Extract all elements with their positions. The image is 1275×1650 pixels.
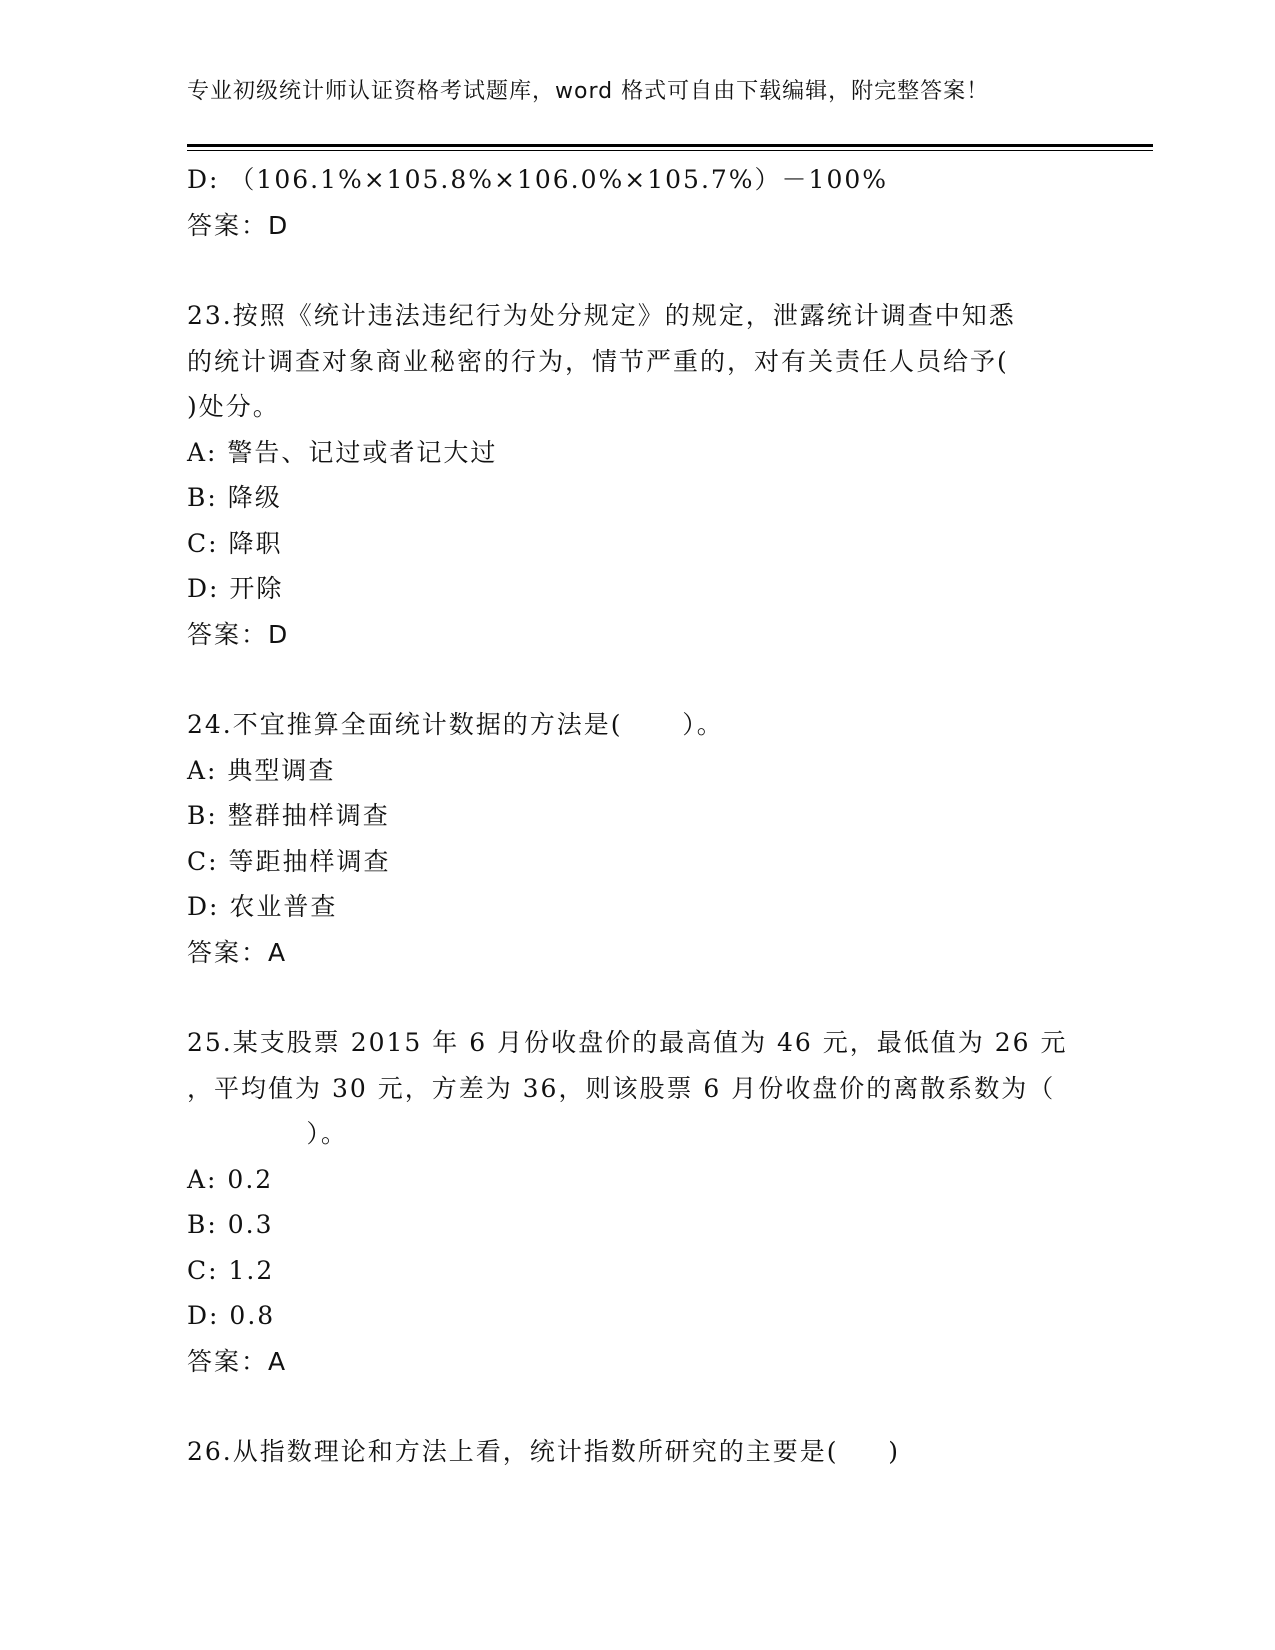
question-stem-line: ，平均值为 30 元，方差为 36，则该股票 6 月份收盘价的离散系数为（ [187,1073,1056,1103]
question-24 [187,702,1077,975]
answer: 答案：D [187,619,290,649]
question-stem-line: 23.按照《统计违法违纪行为处分规定》的规定，泄露统计调查中知悉 [187,301,1016,330]
option-d: D: （106.1%×105.8%×106.0%×105.7%）－100% [187,165,889,194]
question-stem-line: 26.从指数理论和方法上看，统计指数所研究的主要是( ) [187,1437,901,1466]
question-25 [187,1020,1077,1384]
question-stem-line: ）。 [187,1119,348,1148]
question-26 [187,1429,1077,1475]
header-rule-thick [187,144,1153,147]
question-stem-line: )处分。 [187,392,280,421]
option-a: A: 警告、记过或者记大过 [187,437,498,467]
question-stem-line: 的统计调查对象商业秘密的行为，情节严重的，对有关责任人员给予( [187,346,1009,376]
option-b: B: 降级 [187,483,282,512]
option-d: D: 开除 [187,574,284,603]
question-stem-line: 25.某支股票 2015 年 6 月份收盘价的最高值为 46 元，最低值为 26 元 [187,1028,1068,1057]
option-b: B: 0.3 [187,1210,274,1239]
option-a: A: 典型调查 [187,755,336,785]
option-d: D: 0.8 [187,1301,276,1330]
option-c: C: 降职 [187,528,283,558]
question-23 [187,293,1077,657]
document-body [187,157,1077,1475]
answer: 答案：A [187,937,288,967]
option-d: D: 农业普查 [187,892,338,921]
option-b: B: 整群抽样调查 [187,801,390,830]
answer: 答案：A [187,1346,288,1376]
header-rule-thin [187,150,1153,151]
option-c: C: 1.2 [187,1255,275,1285]
answer: 答案：D [187,210,290,240]
page-header: 专业初级统计师认证资格考试题库，word 格式可自由下载编辑，附完整答案！ [187,79,990,104]
question-stem-line: 24.不宜推算全面统计数据的方法是( ）。 [187,710,724,739]
option-a: A: 0.2 [187,1164,274,1194]
previous-question-tail [187,157,1077,248]
option-c: C: 等距抽样调查 [187,846,391,876]
